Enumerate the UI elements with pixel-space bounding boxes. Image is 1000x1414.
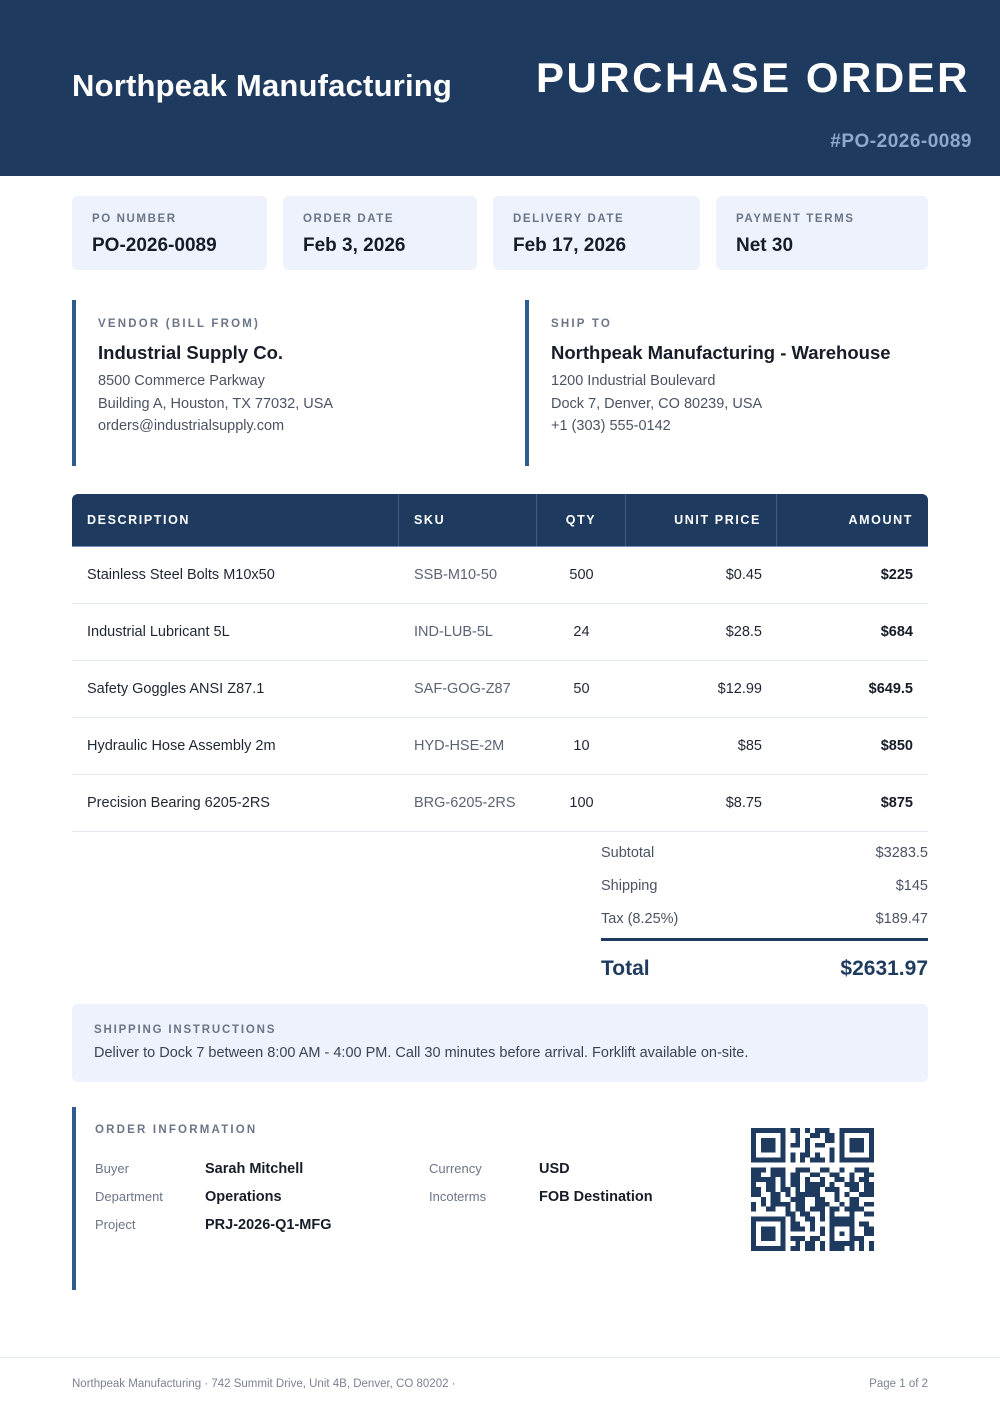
subtotal-value: $3283.5 — [875, 845, 928, 861]
department-value: Operations — [205, 1189, 282, 1205]
footer-address: Northpeak Manufacturing · 742 Summit Drive, Unit 4B, Denver, CO 80202 · — [72, 1378, 456, 1390]
meta-card-delivery-date — [493, 196, 700, 270]
tax-label: Tax (8.25%) — [601, 911, 679, 927]
table-row — [72, 604, 928, 661]
cell-qty: 10 — [573, 738, 590, 754]
page-indicator: Page 1 of 2 — [869, 1378, 928, 1390]
shipping-instructions — [72, 1004, 928, 1082]
cell-amount: $684 — [880, 624, 913, 640]
incoterms-label: Incoterms — [429, 1189, 487, 1204]
meta-label: ORDER DATE — [303, 213, 395, 225]
vendor-email[interactable]: orders@industrialsupply.com — [98, 418, 285, 434]
table-row — [72, 718, 928, 775]
cell-description: Stainless Steel Bolts M10x50 — [87, 567, 275, 583]
ship-to-name: Northpeak Manufacturing - Warehouse — [551, 342, 891, 363]
table-row — [72, 547, 928, 604]
table-row — [72, 661, 928, 718]
cell-unit-price: $8.75 — [725, 795, 762, 811]
ship-to-phone: +1 (303) 555-0142 — [551, 418, 671, 434]
company-name: Northpeak Manufacturing — [72, 68, 453, 103]
document-number: #PO-2026-0089 — [830, 131, 972, 152]
cell-qty: 50 — [573, 681, 590, 697]
shipping-row — [601, 878, 928, 911]
subtotal-label: Subtotal — [601, 845, 655, 861]
cell-qty: 24 — [573, 624, 590, 640]
cell-amount: $649.5 — [868, 681, 913, 697]
cell-unit-price: $0.45 — [725, 567, 762, 583]
total-value: $2631.97 — [840, 957, 928, 980]
column-header-sku: SKU — [399, 494, 537, 546]
cell-amount: $850 — [880, 738, 913, 754]
qr-code-icon — [751, 1128, 874, 1251]
total-label: Total — [601, 957, 650, 980]
cell-unit-price: $28.5 — [725, 624, 762, 640]
ship-to-label: SHIP TO — [551, 318, 612, 330]
meta-value: Net 30 — [736, 235, 794, 256]
cell-qty: 500 — [569, 567, 594, 583]
ship-to-address-line: 1200 Industrial Boulevard — [551, 373, 716, 389]
shipping-value: $145 — [895, 878, 928, 894]
currency-label: Currency — [429, 1161, 482, 1176]
cell-amount: $225 — [880, 567, 913, 583]
shipping-label: Shipping — [601, 878, 658, 894]
document-title: PURCHASE ORDER — [535, 54, 970, 101]
vendor-block — [72, 300, 502, 466]
ship-to-address-line: Dock 7, Denver, CO 80239, USA — [551, 395, 763, 412]
tax-row — [601, 911, 928, 938]
meta-value: Feb 17, 2026 — [513, 235, 627, 256]
total-row — [601, 957, 928, 981]
meta-value: Feb 3, 2026 — [303, 235, 406, 256]
meta-label: PAYMENT TERMS — [736, 213, 855, 225]
project-label: Project — [95, 1217, 136, 1232]
tax-value: $189.47 — [875, 911, 928, 927]
cell-sku: SSB-M10-50 — [414, 567, 498, 583]
cell-unit-price: $12.99 — [717, 681, 762, 697]
footer-divider — [0, 1357, 1000, 1358]
meta-card-po-number — [72, 196, 267, 270]
cell-description: Hydraulic Hose Assembly 2m — [87, 738, 276, 754]
buyer-value: Sarah Mitchell — [205, 1161, 304, 1177]
shipping-instructions-label: SHIPPING INSTRUCTIONS — [94, 1024, 277, 1036]
order-information-label: ORDER INFORMATION — [95, 1124, 258, 1136]
subtotal-row — [601, 845, 928, 878]
currency-value: USD — [539, 1161, 570, 1177]
incoterms-value: FOB Destination — [539, 1189, 653, 1205]
buyer-label: Buyer — [95, 1161, 129, 1176]
cell-sku: HYD-HSE-2M — [414, 738, 505, 754]
meta-label: PO NUMBER — [92, 213, 177, 225]
table-header — [72, 494, 928, 547]
vendor-name: Industrial Supply Co. — [98, 342, 284, 363]
meta-card-order-date — [283, 196, 477, 270]
cell-sku: SAF-GOG-Z87 — [414, 681, 511, 697]
column-header-qty: QTY — [537, 494, 626, 546]
cell-qty: 100 — [569, 795, 594, 811]
column-header-amount: AMOUNT — [848, 513, 913, 527]
cell-amount: $875 — [880, 795, 913, 811]
line-items-table — [72, 494, 928, 832]
totals-divider — [601, 938, 928, 941]
cell-description: Industrial Lubricant 5L — [87, 624, 230, 640]
cell-description: Precision Bearing 6205-2RS — [87, 795, 270, 811]
column-header-unit-price: UNIT PRICE — [626, 494, 777, 546]
vendor-label: VENDOR (BILL FROM) — [98, 318, 261, 330]
meta-value: PO-2026-0089 — [92, 235, 217, 256]
vendor-address-line: 8500 Commerce Parkway — [98, 373, 265, 389]
cell-description: Safety Goggles ANSI Z87.1 — [87, 681, 265, 697]
meta-label: DELIVERY DATE — [513, 213, 625, 225]
department-label: Department — [95, 1189, 163, 1204]
document-header — [0, 0, 1000, 176]
cell-sku: BRG-6205-2RS — [414, 795, 516, 811]
cell-unit-price: $85 — [737, 738, 762, 754]
vendor-address-line: Building A, Houston, TX 77032, USA — [98, 395, 334, 412]
meta-card-payment-terms — [716, 196, 928, 270]
shipping-instructions-text: Deliver to Dock 7 between 8:00 AM - 4:00 PM. Call 30 minutes before arrival. Forklift available on-site. — [94, 1045, 749, 1061]
project-value: PRJ-2026-Q1-MFG — [205, 1217, 332, 1233]
column-header-description: DESCRIPTION — [72, 494, 399, 546]
ship-to-block — [525, 300, 928, 466]
order-information — [72, 1107, 672, 1290]
table-row — [72, 775, 928, 832]
cell-sku: IND-LUB-5L — [414, 624, 493, 640]
totals-block — [601, 845, 928, 981]
